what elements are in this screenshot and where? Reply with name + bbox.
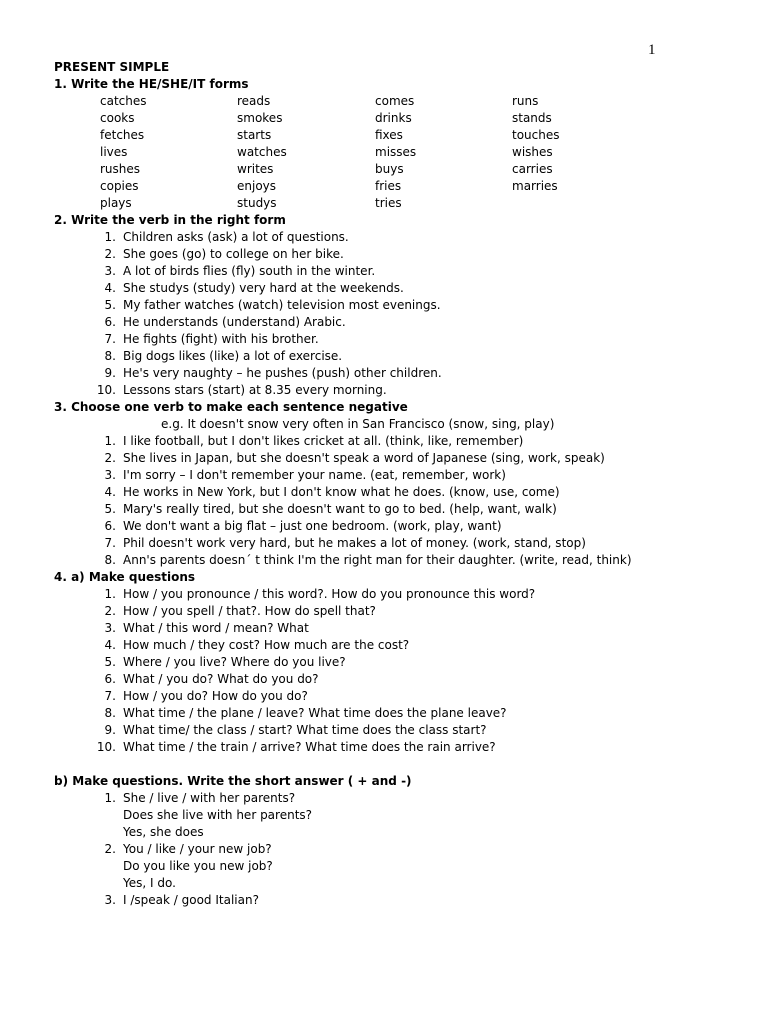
exercise-item bbox=[54, 382, 744, 399]
item-number: 3. bbox=[104, 893, 116, 907]
verb-form-word: stands bbox=[512, 111, 552, 125]
item-text: How / you spell / that?. How do spell that? bbox=[123, 604, 376, 618]
item-text: My father watches (watch) television most evenings. bbox=[123, 298, 441, 312]
exercise-item bbox=[54, 331, 744, 348]
exercise-item bbox=[54, 467, 744, 484]
section4a-heading: 4. a) Make questions bbox=[54, 570, 196, 584]
item-number: 8. bbox=[104, 553, 116, 567]
item-text: Mary's really tired, but she doesn't want to go to bed. (help, want, walk) bbox=[123, 502, 557, 516]
item-number: 6. bbox=[104, 672, 116, 686]
exercise-item bbox=[54, 671, 744, 688]
verb-form-word: rushes bbox=[100, 162, 141, 176]
exercise-item bbox=[54, 348, 744, 365]
item-number: 2. bbox=[104, 842, 116, 856]
exercise-item bbox=[54, 518, 744, 535]
item-text: He's very naughty – he pushes (push) other children. bbox=[123, 366, 442, 380]
section1-heading: 1. Write the HE/SHE/IT forms bbox=[54, 77, 249, 91]
exercise-item bbox=[54, 246, 744, 263]
item-number: 7. bbox=[104, 536, 116, 550]
item-number: 8. bbox=[104, 706, 116, 720]
verb-form-word: lives bbox=[100, 145, 128, 159]
item-number: 5. bbox=[104, 502, 116, 516]
item-number: 3. bbox=[104, 621, 116, 635]
verb-form-word: starts bbox=[237, 128, 272, 142]
verb-form-word: watches bbox=[237, 145, 287, 159]
item-number: 4. bbox=[104, 281, 116, 295]
item-text: I like football, but I don't likes cricket at all. (think, like, remember) bbox=[123, 434, 524, 448]
item-number: 7. bbox=[104, 332, 116, 346]
item-text: What time / the train / arrive? What time does the rain arrive? bbox=[123, 740, 496, 754]
exercise-item bbox=[54, 586, 744, 603]
verb-form-word: wishes bbox=[512, 145, 553, 159]
verb-form-word: reads bbox=[237, 94, 271, 108]
page-title: PRESENT SIMPLE bbox=[54, 60, 170, 74]
item-text: Big dogs likes (like) a lot of exercise. bbox=[123, 349, 343, 363]
item-number: 1. bbox=[104, 587, 116, 601]
verb-form-word: copies bbox=[100, 179, 139, 193]
item-number: 1. bbox=[104, 791, 116, 805]
item-number: 3. bbox=[104, 468, 116, 482]
page-number: 1 bbox=[648, 42, 656, 58]
section2-heading: 2. Write the verb in the right form bbox=[54, 213, 286, 227]
item-number: 5. bbox=[104, 655, 116, 669]
verb-form-word: smokes bbox=[237, 111, 283, 125]
item-number: 2. bbox=[104, 604, 116, 618]
exercise-item bbox=[54, 739, 744, 756]
answer-line: Does she live with her parents? bbox=[123, 808, 313, 822]
item-text: He understands (understand) Arabic. bbox=[123, 315, 346, 329]
exercise-item bbox=[54, 722, 744, 739]
exercise-item bbox=[54, 229, 744, 246]
item-number: 2. bbox=[104, 247, 116, 261]
verb-form-word: tries bbox=[375, 196, 402, 210]
exercise-item bbox=[54, 688, 744, 705]
answer-line: Do you like you new job? bbox=[123, 859, 273, 873]
item-text: Where / you live? Where do you live? bbox=[123, 655, 346, 669]
item-text: You / like / your new job? bbox=[123, 842, 272, 856]
verb-form-word: plays bbox=[100, 196, 132, 210]
item-number: 1. bbox=[104, 230, 116, 244]
item-number: 9. bbox=[104, 723, 116, 737]
spacer bbox=[54, 756, 744, 773]
exercise-item bbox=[54, 433, 744, 450]
verb-form-word: carries bbox=[512, 162, 553, 176]
item-number: 6. bbox=[104, 315, 116, 329]
item-text: Children asks (ask) a lot of questions. bbox=[123, 230, 349, 244]
item-number: 6. bbox=[104, 519, 116, 533]
verb-form-word: marries bbox=[512, 179, 558, 193]
item-text: How / you pronounce / this word?. How do you pronounce this word? bbox=[123, 587, 536, 601]
exercise-item bbox=[54, 314, 744, 331]
section3-example: e.g. It doesn't snow very often in San Francisco (snow, sing, play) bbox=[161, 417, 555, 431]
item-number: 4. bbox=[104, 638, 116, 652]
verb-form-word: enjoys bbox=[237, 179, 277, 193]
item-text: I /speak / good Italian? bbox=[123, 893, 259, 907]
verb-form-word: studys bbox=[237, 196, 277, 210]
verb-form-word: catches bbox=[100, 94, 147, 108]
item-number: 1. bbox=[104, 434, 116, 448]
item-text: What / you do? What do you do? bbox=[123, 672, 319, 686]
item-number: 10. bbox=[96, 383, 116, 397]
item-text: Phil doesn't work very hard, but he makes a lot of money. (work, stand, stop) bbox=[123, 536, 586, 550]
item-text: He fights (fight) with his brother. bbox=[123, 332, 319, 346]
item-number: 2. bbox=[104, 451, 116, 465]
item-text: She lives in Japan, but she doesn't speak a word of Japanese (sing, work, speak) bbox=[123, 451, 605, 465]
section4a-list bbox=[54, 586, 744, 756]
verb-form-word: fetches bbox=[100, 128, 145, 142]
exercise-item bbox=[54, 790, 744, 807]
item-text: She / live / with her parents? bbox=[123, 791, 296, 805]
item-text: She studys (study) very hard at the weekends. bbox=[123, 281, 404, 295]
item-text: She goes (go) to college on her bike. bbox=[123, 247, 344, 261]
item-text: A lot of birds flies (fly) south in the winter. bbox=[123, 264, 376, 278]
section3-list bbox=[54, 433, 744, 569]
answer-line: Yes, I do. bbox=[123, 876, 176, 890]
item-text: Ann's parents doesn´ t think I'm the right man for their daughter. (write, read, think) bbox=[123, 553, 632, 567]
exercise-item bbox=[54, 705, 744, 722]
exercise-item bbox=[54, 365, 744, 382]
word-grid bbox=[100, 93, 744, 212]
item-text: We don't want a big flat – just one bedroom. (work, play, want) bbox=[123, 519, 502, 533]
section3-heading: 3. Choose one verb to make each sentence negative bbox=[54, 400, 408, 414]
verb-form-word: drinks bbox=[375, 111, 412, 125]
exercise-item bbox=[54, 603, 744, 620]
item-number: 9. bbox=[104, 366, 116, 380]
exercise-item bbox=[54, 841, 744, 858]
section4b-list bbox=[54, 790, 744, 909]
item-number: 5. bbox=[104, 298, 116, 312]
section2-list bbox=[54, 229, 744, 399]
item-text: What time / the plane / leave? What time does the plane leave? bbox=[123, 706, 507, 720]
exercise-item bbox=[54, 637, 744, 654]
item-text: What / this word / mean? What bbox=[123, 621, 309, 635]
exercise-item bbox=[54, 263, 744, 280]
section4b-heading: b) Make questions. Write the short answer ( + and -) bbox=[54, 774, 412, 788]
exercise-item bbox=[54, 450, 744, 467]
item-number: 3. bbox=[104, 264, 116, 278]
verb-form-word: buys bbox=[375, 162, 404, 176]
verb-form-word: comes bbox=[375, 94, 415, 108]
item-text: How much / they cost? How much are the cost? bbox=[123, 638, 410, 652]
exercise-item bbox=[54, 892, 744, 909]
verb-form-word: writes bbox=[237, 162, 274, 176]
item-text: He works in New York, but I don't know what he does. (know, use, come) bbox=[123, 485, 560, 499]
item-number: 4. bbox=[104, 485, 116, 499]
worksheet-content bbox=[54, 59, 744, 909]
item-text: What time/ the class / start? What time does the class start? bbox=[123, 723, 487, 737]
item-number: 8. bbox=[104, 349, 116, 363]
item-text: How / you do? How do you do? bbox=[123, 689, 308, 703]
verb-form-word: touches bbox=[512, 128, 560, 142]
item-number: 10. bbox=[96, 740, 116, 754]
exercise-item bbox=[54, 297, 744, 314]
exercise-item bbox=[54, 620, 744, 637]
verb-form-word: runs bbox=[512, 94, 539, 108]
verb-form-word: fixes bbox=[375, 128, 403, 142]
verb-form-word: misses bbox=[375, 145, 417, 159]
verb-form-word: fries bbox=[375, 179, 402, 193]
exercise-item bbox=[54, 535, 744, 552]
verb-form-word: cooks bbox=[100, 111, 135, 125]
item-text: I'm sorry – I don't remember your name. (eat, remember, work) bbox=[123, 468, 506, 482]
exercise-item bbox=[54, 552, 744, 569]
answer-line: Yes, she does bbox=[123, 825, 204, 839]
exercise-item bbox=[54, 484, 744, 501]
exercise-item bbox=[54, 501, 744, 518]
exercise-item bbox=[54, 654, 744, 671]
item-text: Lessons stars (start) at 8.35 every morning. bbox=[123, 383, 387, 397]
item-number: 7. bbox=[104, 689, 116, 703]
exercise-item bbox=[54, 280, 744, 297]
